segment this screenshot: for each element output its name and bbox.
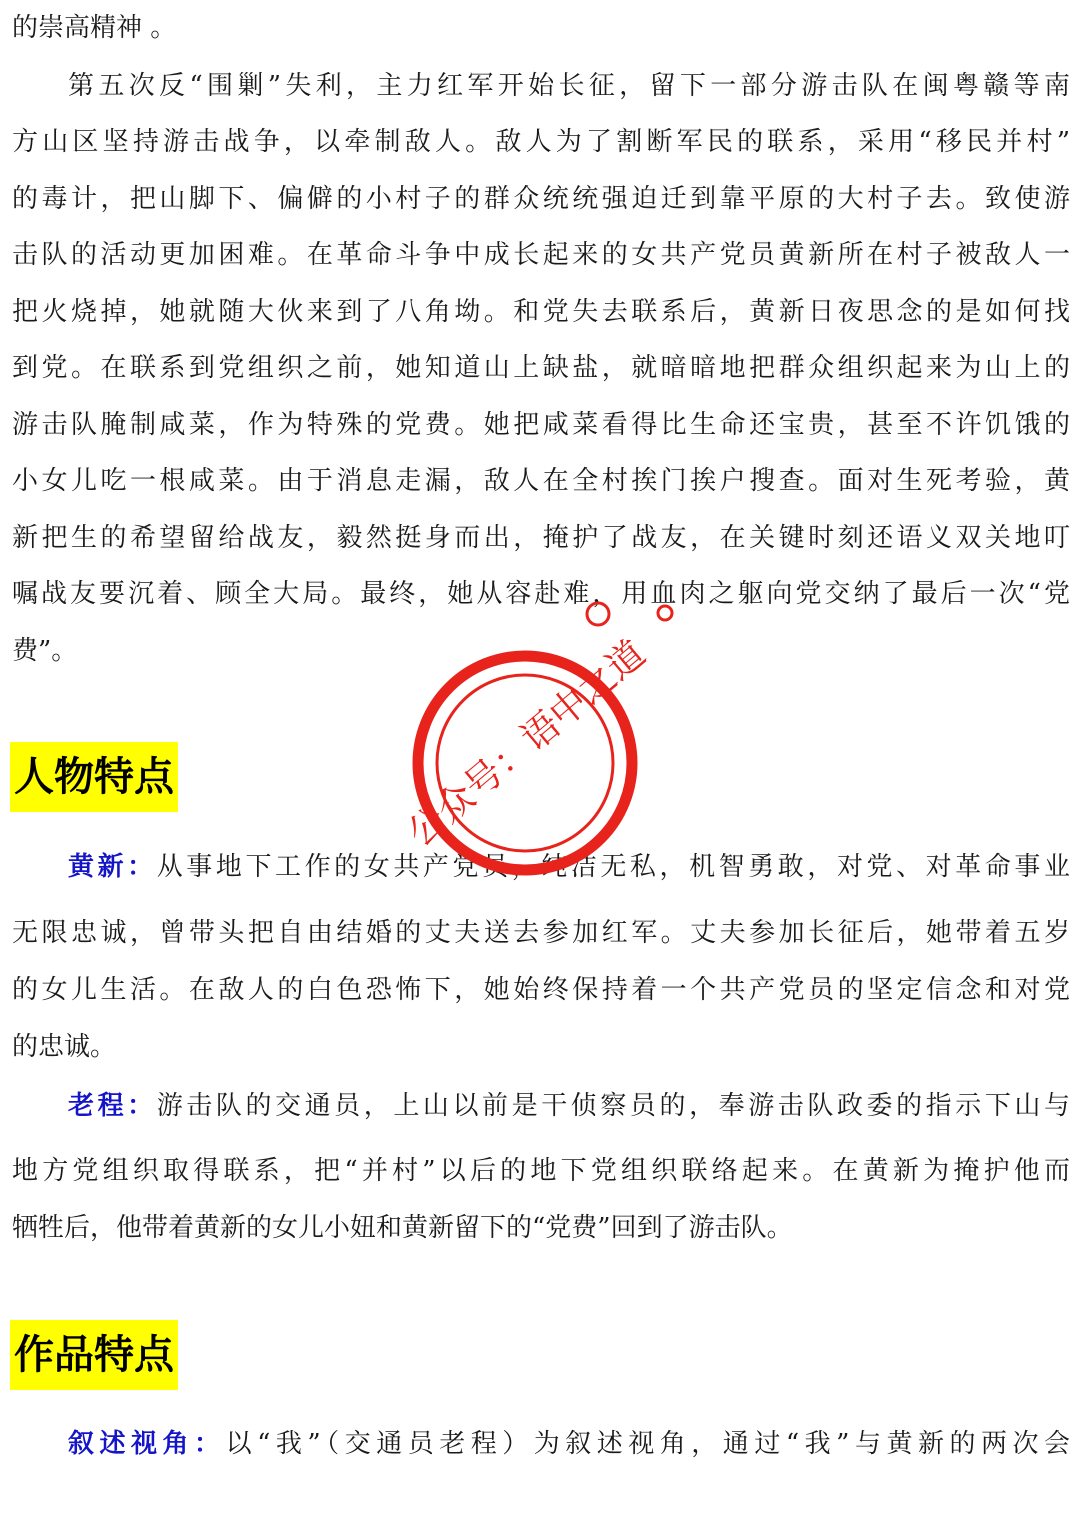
text-line: 到党。在联系到党组织之前，她知道山上缺盐，就暗暗地把群众组织起来为山上的 [12,353,1070,383]
text-line: 游击队腌制咸菜，作为特殊的党费。她把咸菜看得比生命还宝贵，甚至不许饥饿的 [12,410,1070,440]
watermark-text: 公众号：语中之道 [399,631,654,855]
text-line [68,1086,1070,1126]
section-heading-features: 作品特点 [10,1320,178,1390]
text-line: 牺牲后，他带着黄新的女儿小妞和黄新留下的“党费”回到了游击队。 [12,1213,793,1243]
stamp-inner-ring [437,675,613,851]
character-label: 黄新： [68,852,157,882]
section-heading-characters: 人物特点 [10,742,178,812]
text-line: 把火烧掉，她就随大伙来到了八角坳。和党失去联系后，黄新日夜思念的是如何找 [12,297,1070,327]
text-line [68,1424,1070,1464]
character-label: 老程： [68,1091,157,1121]
text-line: 地方党组织取得联系，把“并村”以后的地下党组织联络起来。在黄新为掩护他而 [12,1156,1070,1186]
text-span: 以“我”（交通员老程）为叙述视角，通过“我”与黄新的两次会 [225,1429,1070,1459]
text-line: 无限忠诚，曾带头把自由结婚的丈夫送去参加红军。丈夫参加长征后，她带着五岁 [12,918,1070,948]
text-span: 游击队的交通员，上山以前是干侦察员的，奉游击队政委的指示下山与 [156,1091,1070,1121]
text-line: 的崇高精神 。 [12,13,177,43]
stamp-outer-ring [418,656,632,870]
text-line: 的女儿生活。在敌人的白色恐怖下，她始终保持着一个共产党员的坚定信念和对党 [12,975,1070,1005]
text-line [68,847,1070,887]
text-line: 的毒计，把山脚下、偏僻的小村子的群众统统强迫迁到靠平原的大村子去。致使游 [12,184,1070,214]
text-line: 方山区坚持游击战争，以牵制敌人。敌人为了割断军民的联系，采用“移民并村” [12,127,1070,157]
text-line: 小女儿吃一根咸菜。由于消息走漏，敌人在全村挨门挨户搜查。面对生死考验，黄 [12,466,1070,496]
text-line: 第五次反“围剿”失利，主力红军开始长征，留下一部分游击队在闽粤赣等南 [68,71,1070,101]
feature-label: 叙述视角： [68,1429,226,1459]
text-line: 嘱战友要沉着、顾全大局。最终，她从容赴难，用血肉之躯向党交纳了最后一次“党 [12,579,1070,609]
text-line: 费”。 [12,636,78,666]
text-line: 新把生的希望留给战友，毅然挺身而出，掩护了战友，在关键时刻还语义双关地叮 [12,523,1070,553]
text-span: 从事地下工作的女共产党员，纯洁无私，机智勇敢，对党、对革命事业 [156,852,1070,882]
text-line: 击队的活动更加困难。在革命斗争中成长起来的女共产党员黄新所在村子被敌人一 [12,240,1070,270]
text-line: 的忠诚。 [12,1032,117,1062]
